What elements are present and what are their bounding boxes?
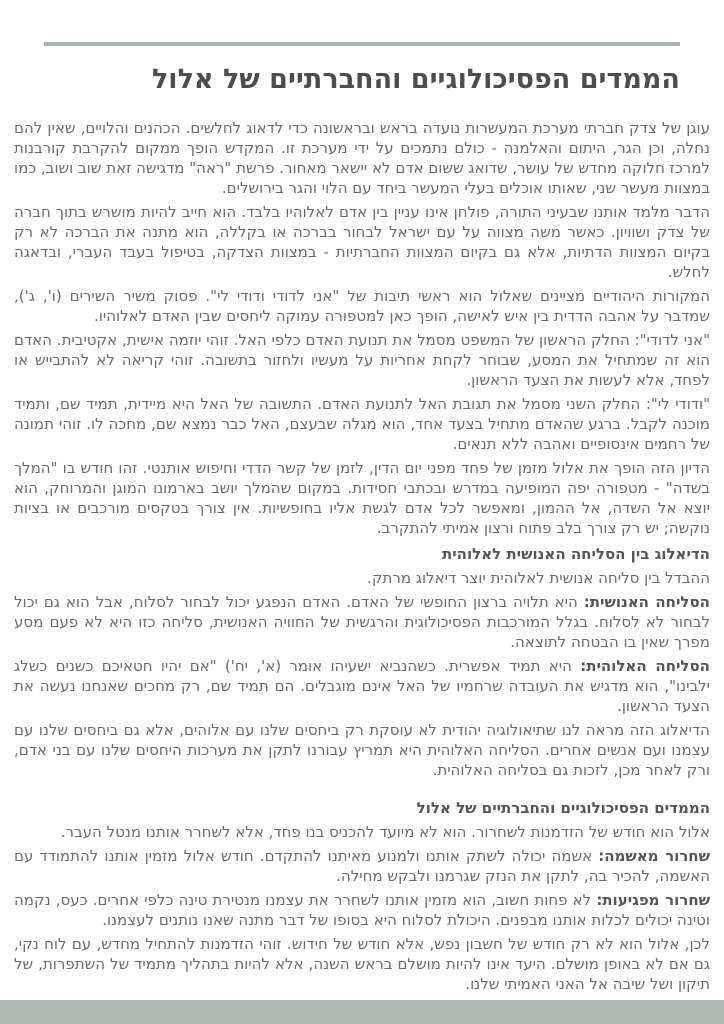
paragraph: [14, 656, 710, 716]
paragraph: אלול הוא חודש של הזדמנות לשחרור. הוא לא מיועד להכניס בנו פחד, אלא לשחרר אותנו מנטל העבר.: [60, 823, 710, 842]
footer-bar: [0, 1000, 724, 1024]
paragraph: הדיון הזה הופך את אלול מזמן של פחד מפני יום הדין, לזמן של קשר הדדי וחיפוש אותנטי. זהו חודש בו "המלך בשדה" - מטפורה יפה המופיעה במדרש ובכתבי חסידות. במקום שהמלך יושב בארמונו המוגן והמרוחק, הוא יוצא אל השדה, אל ההמון, ומאפשר לכל אדם לגשת אליו בחופשיות. אין צורך בטקסים מורכבים או בציות נוקשה; יש רק צורך בלב פתוח ורצון אמיתי להתקרב.: [14, 459, 710, 538]
paragraph: "ודודי לי": החלק השני מסמל את תגובת האל לתנועת האדם. התשובה של האל היא מיידית, תמיד שם, ותמיד מוכנה לקבל. ברגע שהאדם מתחיל בצעד אחד, הוא מגלה שבעצם, האל כבר נמצא שם, מחכה לו. זוהי תמונה של רחמים אינסופיים ואהבה ללא תנאים.: [14, 395, 710, 454]
section-heading: הדיאלוג בין הסליחה האנושית לאלוהית: [442, 545, 710, 564]
section-heading: הממדים הפסיכולוגיים והחברתיים של אלול: [416, 799, 710, 818]
paragraph: הדבר מלמד אותנו שבעיני התורה, פולחן אינו עניין בין אדם לאלוהיו בלבד. הוא חייב להיות מושרש בתוך חברה של צדק ושוויון. כאשר משה מצווה על עם ישראל לבחור בברכה או בקללה, הוא מתנה את הברכה לא רק בקיום המצוות הדתיות, אלא גם בקיום המצוות החברתיות - במצוות הצדקה, בטיפול בעבד העברי, ובדאגה לחלש.: [14, 203, 710, 282]
paragraph-text: היא תמיד אפשרית. כשהנביא ישעיהו אומר (א', יח') "אם יהיו חטאיכם כשנים כשלג ילבינו", הוא מדגיש את העובדה שרחמיו של האל אינם מוגבלים. הם תמיד שם, רק מחכים שאנחנו נעשה את הצעד הראשון.: [14, 657, 710, 716]
paragraph: [14, 890, 710, 930]
paragraph: עוגן של צדק חברתי מערכת המעשרות נועדה בראש ובראשונה כדי לדאוג לחלשים. הכהנים והלויים, שאין להם נחלה, וכן הגר, היתום והאלמנה - כולם נתמכים על ידי מערכת זו. המקדש הופך ממקום להקרבת קורבנות למרכז חלוקה מחדש של עושר, שדואג ששום אדם לא יישאר מאחור. פרשת "ראה" מדגישה זאת שוב ושוב, כמו במצוות מעשר שני, שאותו אוכלים בעלי המעשר ביחד עם הלוי והגר בירושלים.: [14, 119, 710, 198]
paragraph-text: היא תלויה ברצון החופשי של האדם. האדם הנפגע יכול לבחור לסלוח, אבל הוא גם יכול לבחור לא לסלוח. בגלל המורכבות הפסיכולוגית והרגשית של החוויה האנושית, סליחה כזו היא לא פעם מסע מפרך שאין בו הבטחה לתוצאה.: [14, 593, 710, 652]
paragraph-text: לא פחות חשוב, הוא מזמין אותנו לשחרר את עצמנו מנטירת טינה כלפי אחרים. כעס, נקמה וטינה יכולים לכלות אותנו מבפנים. היכולת לסלוח היא בסופו של דבר מתנה שאנו נותנים לעצמנו.: [14, 891, 710, 930]
paragraph-text: אשמה יכולה לשתק אותנו ולמנוע מאיתנו להתקדם. חודש אלול מזמין אותנו להתמודד עם האשמה, להכיר בה, לתקן את הנזק שגרמנו ולבקש מחילה.: [14, 847, 710, 886]
page-title: הממדים הפסיכולוגיים והחברתיים של אלול: [151, 64, 680, 95]
paragraph: המקורות היהודיים מציינים שאלול הוא ראשי תיבות של "אני לדודי ודודי לי". פסוק משיר השירים (ו', ג'), שמדבר על אהבה הדדית בין איש לאישה, הופך כאן למטפורה עמוקה ליחסים שבין האדם לאלוהיו.: [14, 287, 710, 326]
paragraph: לכן, אלול הוא לא רק חודש של חשבון נפש, אלא חודש של חידוש. זוהי הזדמנות להתחיל מחדש, עם לוח נקי, גם אם לא באופן מושלם. היעד אינו להיות מושלם בראש השנה, אלא להיות בתהליך מתמיד של השתפרות, של תיקון ושל שיבה אל האני האמיתי שלנו.: [14, 935, 710, 994]
article: [0, 96, 724, 994]
paragraph: ההבדל בין סליחה אנושית לאלוהית יוצר דיאלוג מרתק.: [367, 569, 710, 588]
paragraph: [14, 592, 710, 652]
paragraph-lead: הסליחה האלוהית:: [580, 657, 710, 676]
paragraph: הדיאלוג הזה מראה לנו שתיאולוגיה יהודית לא עוסקת רק ביחסים שלנו עם אלוהים, אלא גם ביחסים שלנו עם עצמנו ועם אנשים אחרים. הסליחה האלוהית היא תמריץ עבורנו לתקן את מערכות היחסים שלנו עם בני אדם, ורק לאחר מכן, לזכות גם בסליחה האלוהית.: [14, 721, 710, 780]
paragraph: [14, 846, 710, 886]
paragraph-lead: הסליחה האנושית:: [583, 593, 710, 612]
paragraph: "אני לדודי": החלק הראשון של המשפט מסמל את תנועת האדם כלפי האל. זוהי יוזמה אישית, אקטיבית. האדם הוא זה שמתחיל את המסע, שבוחר לקחת אחריות על מעשיו ולחזור בתשובה. זוהי קריאה לא להתבייש או לפחד, אלא לעשות את הצעד הראשון.: [14, 331, 710, 390]
paragraph-lead: שחרור מפגיעות:: [596, 891, 711, 910]
top-rule-divider: [44, 42, 680, 46]
paragraph-lead: שחרור מאשמה:: [598, 847, 710, 866]
